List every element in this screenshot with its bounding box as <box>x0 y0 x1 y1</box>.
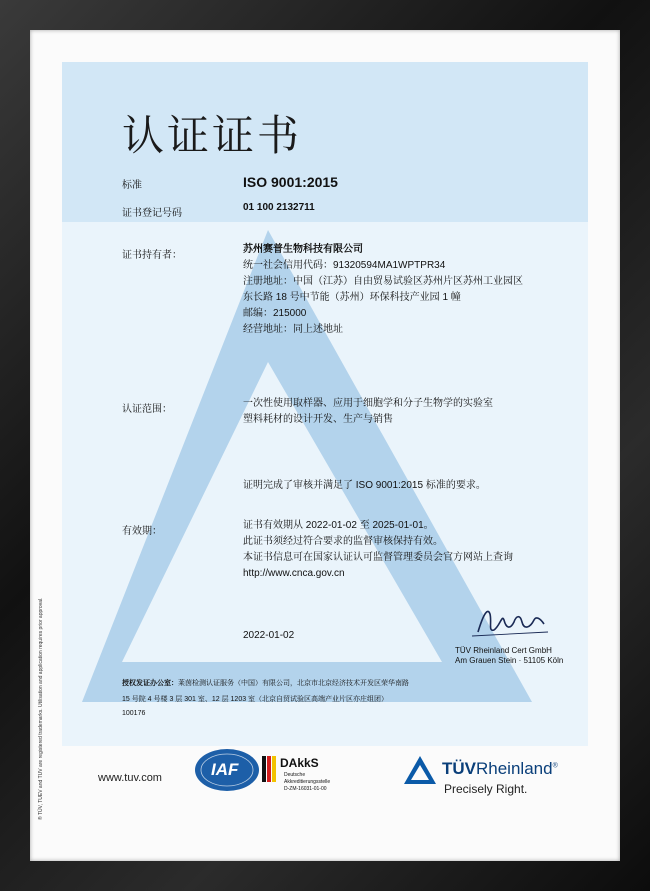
authorized-line3: 100176 <box>122 710 146 717</box>
iaf-text: IAF <box>211 760 239 779</box>
dakks-sub1: Deutsche <box>284 772 306 778</box>
holder-postcode: 邮编：215000 <box>243 308 307 319</box>
tuv-slogan: Precisely Right. <box>444 782 528 796</box>
validity-line3: 本证书信息可在国家认证认可监督管理委员会官方网站上查询 <box>243 552 513 563</box>
validity-url: http://www.cnca.gov.cn <box>243 568 345 579</box>
standard-value: ISO 9001:2015 <box>243 174 338 190</box>
authorized-line2: 15 号院 4 号楼 3 层 301 室、12 层 1203 室（北京自贸试验区高端产业片区亦庄组团） <box>122 696 389 703</box>
holder-address-line1: 注册地址：中国（江苏）自由贸易试验区苏州片区苏州工业园区 <box>243 276 523 287</box>
registration-label: 证书登记号码 <box>122 208 182 219</box>
tuv-wordmark <box>442 759 558 779</box>
scope-label: 认证范围： <box>122 404 172 415</box>
holder-business-address: 经营地址：同上述地址 <box>243 324 343 335</box>
footer-website: www.tuv.com <box>98 772 162 784</box>
scope-line1: 一次性使用取样器、应用于细胞学和分子生物学的实验室 <box>243 398 493 409</box>
standard-label: 标准 <box>122 180 142 191</box>
registration-value: 01 100 2132711 <box>243 202 315 213</box>
issuer-name: TÜV Rheinland Cert GmbH <box>455 646 552 655</box>
tuv-reg-mark: ® <box>552 762 558 770</box>
dakks-id: D-ZM-16031-01-00 <box>284 786 327 792</box>
trademark-note: ® TÜV, TUEV and TUV are registered trademarks. Utilisation and application requires prior approval. <box>38 597 44 820</box>
dakks-sub2: Akkreditierungsstelle <box>284 779 331 785</box>
validity-line1: 证书有效期从 2022-01-02 至 2025-01-01。 <box>243 520 434 531</box>
conformity-statement: 证明完成了审核并满足了 ISO 9001:2015 标准的要求。 <box>243 480 486 491</box>
signature <box>470 602 550 642</box>
holder-credit-code: 统一社会信用代码：91320594MA1WPTPR34 <box>243 260 446 271</box>
validity-label: 有效期： <box>122 526 162 537</box>
authorized-label: 授权发证办公室： <box>122 680 178 687</box>
authorized-line1 <box>122 678 409 688</box>
issuer-address: Am Grauen Stein · 51105 Köln <box>455 656 564 665</box>
dakks-title: DAkkS <box>280 756 319 770</box>
holder-address-line2: 东长路 18 号中节能（苏州）环保科技产业园 1 幢 <box>243 292 461 303</box>
tuv-triangle-icon <box>404 756 436 784</box>
validity-line2: 此证书须经过符合要求的监督审核保持有效。 <box>243 536 443 547</box>
issue-date: 2022-01-02 <box>243 630 295 641</box>
tuv-wordmark-b: Rheinland <box>476 759 553 778</box>
holder-label: 证书持有者： <box>122 250 182 261</box>
certificate-title: 认证证书 <box>122 111 303 160</box>
authorized-text: 莱茵检测认证服务（中国）有限公司，北京市北京经济技术开发区荣华南路 <box>178 680 409 687</box>
holder-name: 苏州赛普生物科技有限公司 <box>243 244 363 255</box>
scope-line2: 塑料耗材的设计开发、生产与销售 <box>243 414 393 425</box>
tuv-wordmark-a: TÜV <box>442 759 476 778</box>
dakks-mark-icon <box>262 756 276 782</box>
